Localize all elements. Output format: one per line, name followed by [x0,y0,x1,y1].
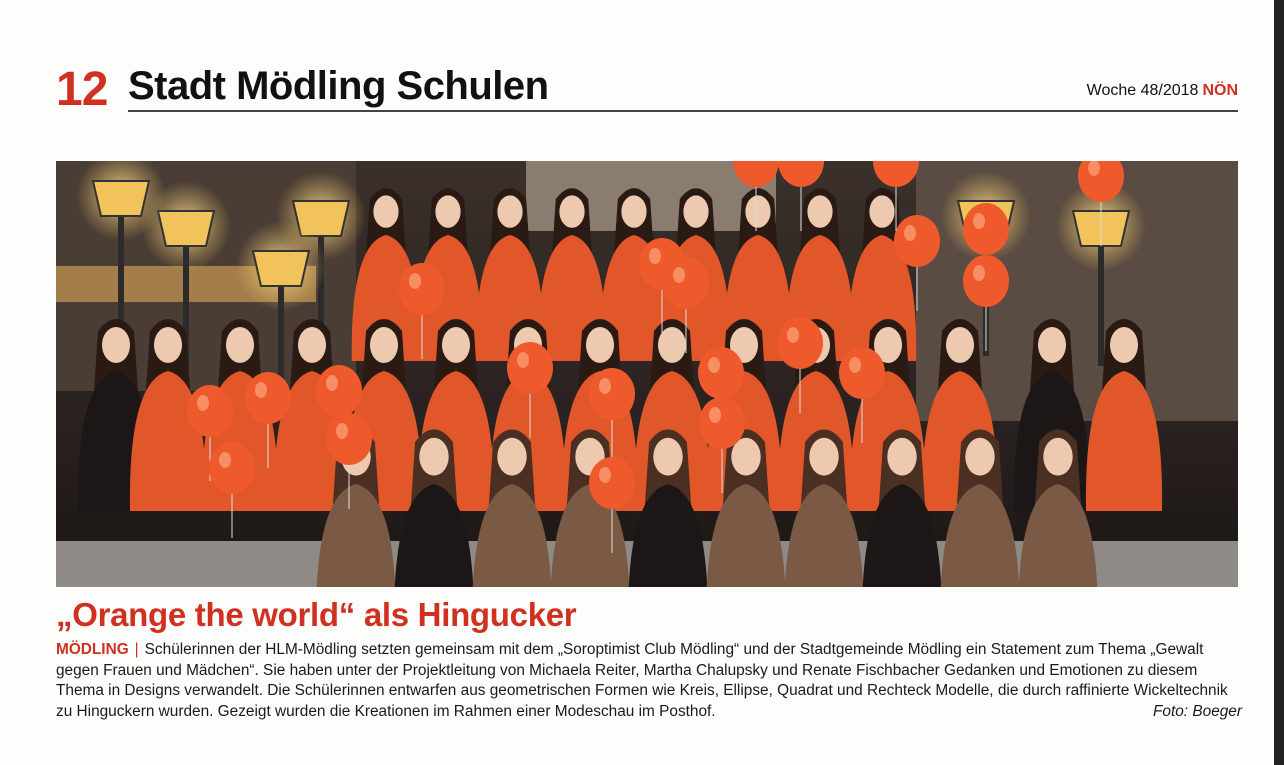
person-skin [745,195,770,227]
dateline: MÖDLING [56,641,129,658]
balloon [589,368,635,420]
person-skin [442,327,470,363]
balloon-highlight [673,267,685,283]
person-skin [1038,327,1066,363]
person-skin [1043,438,1072,476]
balloon [209,442,255,494]
photo-credit: Foto: Boeger [1153,702,1242,720]
balloon-highlight [904,225,916,241]
balloon-highlight [336,423,348,439]
person-skin [497,438,526,476]
header-rule [128,110,1238,112]
balloon-highlight [973,213,985,229]
section-title: Stadt Mödling Schulen [128,64,549,108]
page-number: 12 [56,63,108,116]
person-skin [370,327,398,363]
balloon [894,215,940,267]
lamp-lantern [158,211,214,246]
balloon-highlight [849,357,861,373]
balloon-highlight [599,378,611,394]
balloon [698,347,744,399]
balloon-highlight [255,382,267,398]
balloon [963,255,1009,307]
article-photo [56,161,1238,587]
article-headline: „Orange the world“ als Hingucker [56,596,577,633]
person-skin [683,195,708,227]
person-skin [809,438,838,476]
balloon [589,457,635,509]
balloon-highlight [219,452,231,468]
person-skin [102,327,130,363]
lamp-post [1098,246,1104,366]
person-skin [419,438,448,476]
balloon-highlight [409,273,421,289]
issue-label [1087,82,1238,100]
balloon-highlight [517,352,529,368]
balloon-highlight [326,375,338,391]
balloon-highlight [787,327,799,343]
balloon [399,263,445,315]
brand-logo: NÖN [1202,82,1238,99]
dateline-separator: | [134,641,139,658]
balloon [663,257,709,309]
balloon [507,342,553,394]
person-skin [559,195,584,227]
balloon-highlight [197,395,209,411]
person-skin [621,195,646,227]
balloon [326,413,372,465]
person-skin [154,327,182,363]
balloon [316,365,362,417]
balloon-highlight [599,467,611,483]
balloon [839,347,885,399]
balloon [699,397,745,449]
article-body [56,640,1242,722]
balloon [963,203,1009,255]
page-header [56,58,1238,114]
group-photo-icon [56,161,1238,587]
balloon [245,372,291,424]
person-skin [298,327,326,363]
lamp-lantern [253,251,309,286]
person-skin [226,327,254,363]
person-skin [965,438,994,476]
balloon-highlight [708,357,720,373]
person-skin [887,438,916,476]
balloon [777,317,823,369]
scan-edge [1274,0,1284,765]
person-skin [653,438,682,476]
lamp-lantern [93,181,149,216]
person-skin [946,327,974,363]
issue-week: Woche 48/2018 [1086,82,1199,99]
person-skin [497,195,522,227]
person-skin [807,195,832,227]
balloon-highlight [709,407,721,423]
balloon-highlight [973,265,985,281]
person-skin [586,327,614,363]
lamp-post [118,216,124,336]
person-skin [435,195,460,227]
balloon-highlight [649,248,661,264]
balloon [187,385,233,437]
person-skin [1110,327,1138,363]
person-skin [869,195,894,227]
person-skin [373,195,398,227]
article-text: Schülerinnen der HLM-Mödling setzten gemeinsam mit dem „Soroptimist Club Mödling“ und der Stadtgemeinde Mödling ein Statement zum Thema „Gewalt gegen Frauen und Mädchen“. Sie haben unter der Projektleitung von Michaela Reiter, Martha Chalupsky und Renate Fischbacher Gedanken und Emotionen zu diesem Thema in Designs verwandelt. Die Schülerinnen entwarfen aus geometrischen Formen wie Kreis, Ellipse, Quadrat und Rechteck Modelle, die durch raffinierte Wickeltechnik zu Hinguckern wurden. Gezeigt wurden die Kreationen im Rahmen einer Modeschau im Posthof. [56,641,1228,720]
